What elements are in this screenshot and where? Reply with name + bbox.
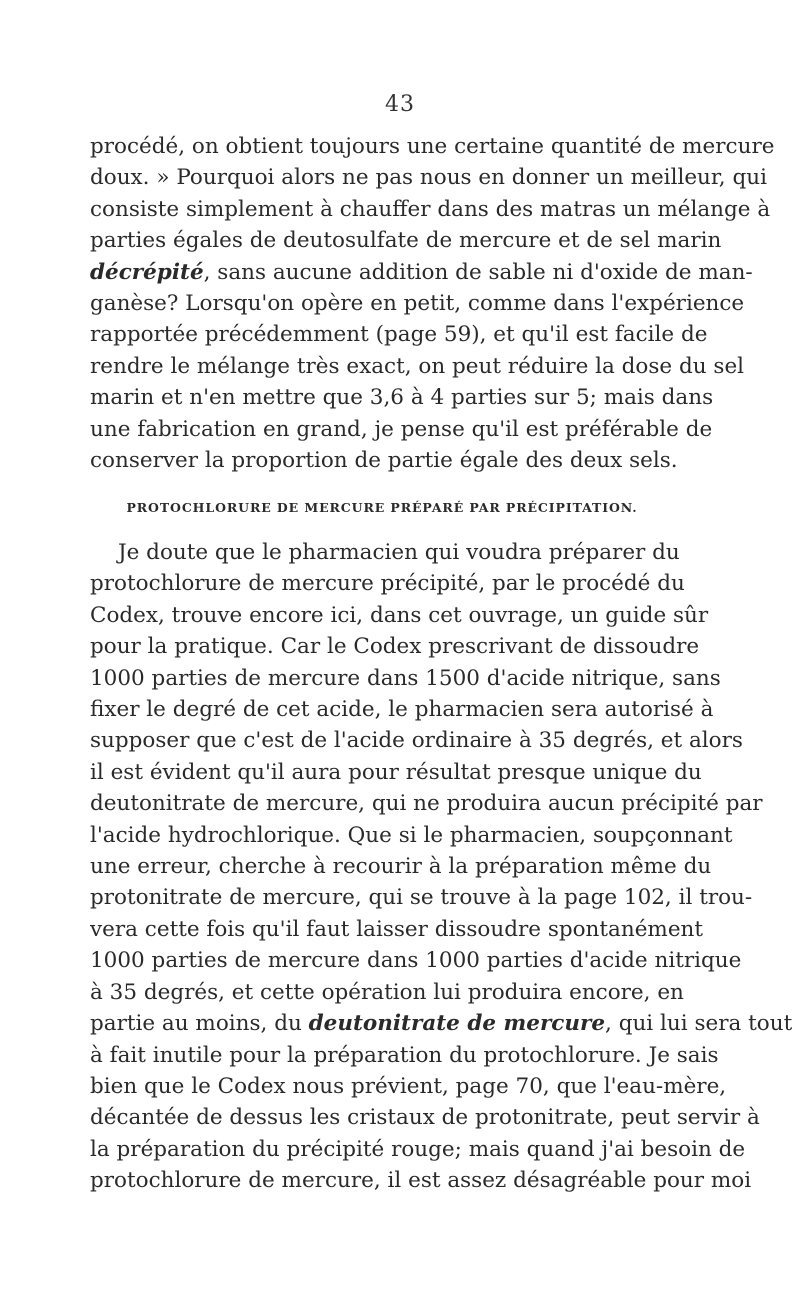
emphasis-decrepite: décrépité: [90, 259, 204, 285]
text-line: rapportée précédemment (page 59), et qu'il est facile de: [90, 322, 708, 348]
text-line: consiste simplement à chauffer dans des matras un mélange à: [90, 196, 771, 222]
text-line: il est évident qu'il aura pour résultat presque unique du: [90, 759, 702, 785]
text-line: deutonitrate de mercure, qui ne produira aucun précipité par: [90, 791, 763, 817]
text-line: l'acide hydrochlorique. Que si le pharmacien, soupçonnant: [90, 822, 733, 848]
paragraph-1: [90, 131, 775, 476]
text-line: bien que le Codex nous prévient, page 70, que l'eau-mère,: [90, 1073, 727, 1099]
text-line-start: partie au moins, du: [90, 1011, 309, 1037]
text-line: Je doute que le pharmacien qui voudra préparer du: [118, 540, 680, 565]
page-number: 43: [385, 92, 415, 117]
text-line: vera cette fois qu'il faut laisser dissoudre spontanément: [90, 916, 704, 942]
text-line: Codex, trouve encore ici, dans cet ouvrage, un guide sûr: [90, 602, 709, 628]
text-line: conserver la proportion de partie égale des deux sels.: [90, 448, 678, 474]
text-line: [90, 1008, 793, 1039]
text-line: supposer que c'est de l'acide ordinaire à 35 degrés, et alors: [90, 728, 743, 754]
text-line: doux. » Pourquoi alors ne pas nous en donner un meilleur, qui: [90, 165, 767, 191]
text-line: une fabrication en grand, je pense qu'il est préférable de: [90, 416, 713, 442]
text-line: marin et n'en mettre que 3,6 à 4 parties sur 5; mais dans: [90, 385, 714, 411]
text-line: ganèse? Lorsqu'on opère en petit, comme dans l'expérience: [90, 291, 745, 317]
text-line: 1000 parties de mercure dans 1000 parties d'acide nitrique: [90, 948, 742, 974]
paragraph-2: [90, 537, 793, 1197]
text-line-rest: , qui lui sera tout: [605, 1011, 793, 1037]
section-heading: PROTOCHLORURE DE MERCURE PRÉPARÉ PAR PRÉCIPITATION.: [126, 500, 638, 515]
text-line: fixer le degré de cet acide, le pharmacien sera autorisé à: [90, 697, 714, 723]
text-line: [90, 257, 753, 288]
text-line: parties égales de deutosulfate de mercure et de sel marin: [90, 228, 722, 254]
text-line: rendre le mélange très exact, on peut réduire la dose du sel: [90, 353, 745, 379]
text-line: protonitrate de mercure, qui se trouve à la page 102, il trou-: [90, 885, 753, 911]
text-line: protochlorure de mercure, il est assez désagréable pour moi: [90, 1168, 752, 1194]
text-line: à 35 degrés, et cette opération lui produira encore, en: [90, 979, 684, 1005]
text-line: 1000 parties de mercure dans 1500 d'acide nitrique, sans: [90, 665, 721, 691]
text-line: protochlorure de mercure précipité, par le procédé du: [90, 571, 685, 597]
text-line: décantée de dessus les cristaux de protonitrate, peut servir à: [90, 1105, 760, 1131]
text-line: pour la pratique. Car le Codex prescrivant de dissoudre: [90, 634, 700, 660]
text-line: à fait inutile pour la préparation du protochlorure. Je sais: [90, 1042, 719, 1068]
text-line: la préparation du précipité rouge; mais quand j'ai besoin de: [90, 1136, 746, 1162]
emphasis-deutonitrate: deutonitrate de mercure: [308, 1011, 606, 1037]
text-line-rest: , sans aucune addition de sable ni d'oxide de man-: [203, 259, 753, 285]
text-line: procédé, on obtient toujours une certaine quantité de mercure: [90, 134, 775, 159]
text-line: une erreur, cherche à recourir à la préparation même du: [90, 854, 712, 880]
